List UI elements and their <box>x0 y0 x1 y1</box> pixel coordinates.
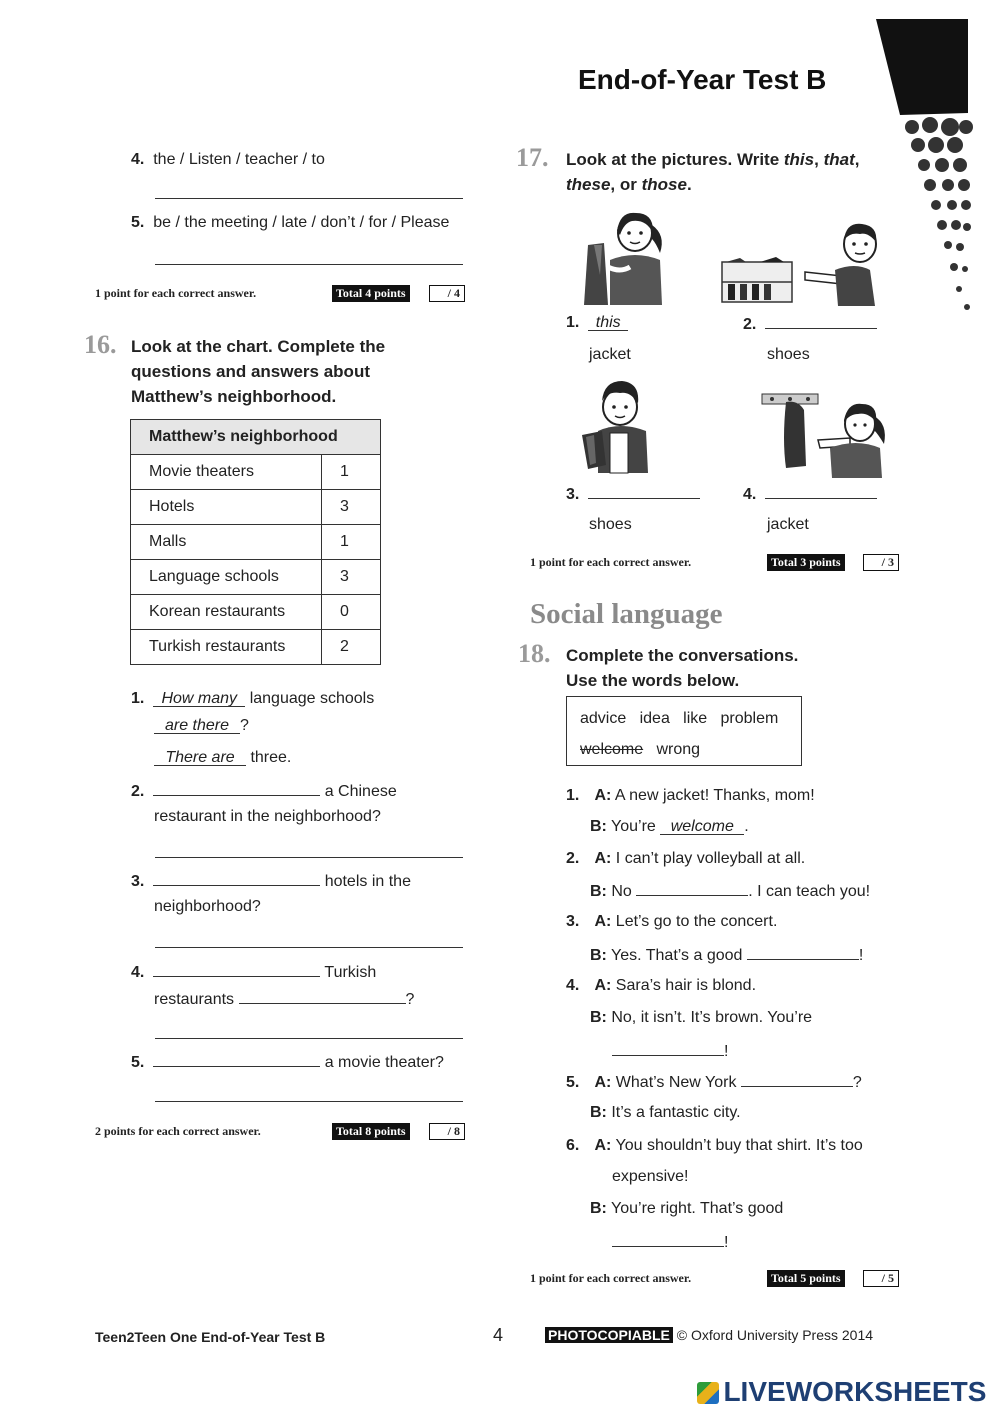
answer-field[interactable] <box>612 1041 724 1056</box>
answer-field[interactable] <box>741 1072 853 1087</box>
conversation-4-a <box>566 977 756 995</box>
item-number: 4. <box>743 486 757 503</box>
ex17-item-3 <box>566 484 700 504</box>
dialogue-text: Let’s go to the concert. <box>615 913 778 930</box>
item-number: 2. <box>743 316 757 333</box>
dialogue-text: I can’t play volleyball at all. <box>615 850 806 867</box>
speaker-label: B: <box>590 1200 607 1217</box>
watermark <box>697 1376 986 1408</box>
conversation-6-b-line2 <box>612 1232 728 1252</box>
answer-line[interactable] <box>155 264 463 265</box>
instruction-word: that <box>823 150 855 169</box>
ex16-question-2 <box>131 781 397 801</box>
speaker-label: B: <box>590 947 607 964</box>
total-points: Total 5 points <box>767 1270 845 1287</box>
watermark-text: LIVEWORKSHEETS <box>723 1376 987 1407</box>
count-cell: 3 <box>322 490 381 525</box>
score-box: / 5 <box>863 1270 899 1287</box>
dialogue-text: A new jacket! Thanks, mom! <box>614 787 815 804</box>
points-note: 1 point for each correct answer. <box>95 286 257 300</box>
place-cell: Korean restaurants <box>131 595 322 630</box>
item-number: 2. <box>131 783 145 800</box>
item-number: 3. <box>566 913 580 930</box>
instruction-text: , <box>814 150 824 169</box>
conversation-5-a <box>566 1072 862 1092</box>
dialogue-text: . I can teach you! <box>748 883 871 900</box>
liveworksheets-logo-icon <box>697 1382 719 1404</box>
word-bank-line: advice idea like problem <box>580 710 779 727</box>
item-prompt: be / the meeting / late / don’t / for / Please <box>153 214 450 231</box>
question-text: Turkish <box>324 964 377 981</box>
footer-title: Teen2Teen One End-of-Year Test B <box>95 1329 326 1345</box>
instruction-word: those <box>641 175 687 194</box>
conversation-4-b-line2 <box>612 1041 728 1061</box>
instruction-line: Use the words below. <box>566 671 740 690</box>
item-prompt: the / Listen / teacher / to <box>153 151 325 168</box>
points-note: 1 point for each correct answer. <box>530 555 692 569</box>
answer-field[interactable] <box>765 484 877 499</box>
conversation-2-a <box>566 850 805 868</box>
item-number: 6. <box>566 1137 580 1154</box>
count-cell: 2 <box>322 630 381 665</box>
answer-field[interactable] <box>765 314 877 329</box>
chart-title: Matthew’s neighborhood <box>131 420 381 455</box>
answer-line[interactable] <box>155 857 463 858</box>
dialogue-text: ! <box>724 1043 729 1060</box>
item-noun: shoes <box>589 516 632 533</box>
instruction-line: questions and answers about <box>131 362 370 381</box>
dialogue-text: You’re right. That’s good <box>611 1200 784 1217</box>
item-noun: jacket <box>767 516 809 533</box>
table-row <box>131 595 381 630</box>
total-points: Total 8 points <box>332 1123 410 1140</box>
answer-line[interactable] <box>155 1038 463 1039</box>
question-text: ? <box>405 991 415 1008</box>
dialogue-text: No <box>611 883 632 900</box>
exercise-instruction <box>566 643 798 693</box>
speaker-label: A: <box>594 1137 612 1154</box>
item-number: 4. <box>566 977 580 994</box>
instruction-line: Complete the conversations. <box>566 646 799 665</box>
ex15-item-4 <box>131 151 325 169</box>
answer-field[interactable] <box>153 781 320 796</box>
answer-field[interactable] <box>747 945 859 960</box>
speaker-label: A: <box>594 977 612 994</box>
instruction-line: Look at the chart. Complete the <box>131 337 386 356</box>
conversation-2-b <box>590 881 870 901</box>
count-cell: 1 <box>322 525 381 560</box>
answer-text: three. <box>250 749 292 766</box>
conversation-5-b <box>590 1104 741 1122</box>
dialogue-text: You’re <box>611 818 656 835</box>
answer-field[interactable] <box>612 1232 724 1247</box>
count-cell: 1 <box>322 455 381 490</box>
dialogue-text: ! <box>724 1234 729 1251</box>
dialogue-text: No, it isn’t. It’s brown. You’re <box>611 1009 813 1026</box>
answer-field[interactable] <box>153 1052 320 1067</box>
instruction-text: , <box>854 150 860 169</box>
points-note: 2 points for each correct answer. <box>95 1124 261 1138</box>
speaker-label: B: <box>590 1009 607 1026</box>
table-row <box>131 525 381 560</box>
ex16-question-1 <box>131 690 374 708</box>
total-points: Total 3 points <box>767 554 845 571</box>
exercise-number: 17. <box>516 143 549 172</box>
table-row <box>131 490 381 525</box>
conversation-1-b <box>590 818 749 836</box>
answer-field[interactable]: are there <box>154 717 240 735</box>
score-box: / 3 <box>863 554 899 571</box>
instruction-text: . <box>686 175 692 194</box>
answer-field[interactable] <box>636 881 748 896</box>
photocopiable-badge: PHOTOCOPIABLE <box>545 1327 673 1343</box>
item-number: 3. <box>566 486 580 503</box>
picture-girl-holding-jacket <box>580 205 675 310</box>
picture-boy-pointing-shoes <box>720 220 885 308</box>
instruction-word: this <box>783 150 815 169</box>
dialogue-text: . <box>744 818 749 835</box>
count-cell: 0 <box>322 595 381 630</box>
conversation-6-b <box>590 1200 783 1218</box>
exercise-instruction <box>566 147 896 197</box>
answer-field[interactable] <box>153 962 320 977</box>
answer-field[interactable] <box>153 871 320 886</box>
answer-line[interactable] <box>155 947 463 948</box>
item-number: 5. <box>131 1054 145 1071</box>
speaker-label: A: <box>594 850 612 867</box>
footer-right <box>545 1327 873 1343</box>
page-number: 4 <box>493 1325 504 1345</box>
answer-field[interactable] <box>588 484 700 499</box>
picture-girl-pointing-jacket <box>760 390 890 480</box>
item-number: 1. <box>566 787 580 804</box>
speaker-label: A: <box>594 787 612 804</box>
answer-line[interactable] <box>155 1101 463 1102</box>
ex16-question-4 <box>131 962 376 982</box>
dialogue-text: You shouldn’t buy that shirt. It’s too <box>615 1137 863 1154</box>
conversation-3-a <box>566 913 777 931</box>
question-text: hotels in the <box>324 873 411 890</box>
page-title: End-of-Year Test B <box>578 64 827 95</box>
place-cell: Language schools <box>131 560 322 595</box>
section-heading: Social language <box>530 598 723 630</box>
dialogue-text: ? <box>852 1074 862 1091</box>
dialogue-text: expensive! <box>612 1168 689 1185</box>
ex16-question-4-line2 <box>154 989 414 1009</box>
question-text: a movie theater? <box>324 1054 444 1071</box>
place-cell: Malls <box>131 525 322 560</box>
table-row <box>131 630 381 665</box>
dialogue-text: It’s a fantastic city. <box>611 1104 741 1121</box>
dialogue-text: ! <box>858 947 864 964</box>
conversation-6-a <box>566 1137 863 1155</box>
dialogue-text: What’s New York <box>615 1074 737 1091</box>
item-number: 4. <box>131 151 145 168</box>
instruction-text: Look at the pictures. Write <box>566 150 784 169</box>
answer-field[interactable]: this <box>588 314 628 332</box>
question-text: a Chinese <box>324 783 397 800</box>
ex15-item-5 <box>131 214 449 232</box>
count-cell: 3 <box>322 560 381 595</box>
ex17-item-2 <box>743 314 877 334</box>
total-points: Total 4 points <box>332 285 410 302</box>
item-number: 1. <box>566 314 580 331</box>
answer-field[interactable] <box>239 989 406 1004</box>
word-bank-used-word: welcome <box>580 741 644 758</box>
conversation-4-b <box>590 1009 812 1027</box>
place-cell: Turkish restaurants <box>131 630 322 665</box>
ex16-answer-1 <box>154 749 291 767</box>
conversation-3-b <box>590 945 863 965</box>
question-text: restaurants <box>154 991 235 1008</box>
exercise-number: 16. <box>84 330 117 359</box>
speaker-label: B: <box>590 1104 607 1121</box>
instruction-text: , or <box>610 175 642 194</box>
place-cell: Movie theaters <box>131 455 322 490</box>
question-text: neighborhood? <box>154 898 261 915</box>
answer-field[interactable]: How many <box>153 690 245 708</box>
question-text: restaurant in the neighborhood? <box>154 808 381 825</box>
item-number: 2. <box>566 850 580 867</box>
ex16-question-1-line2 <box>154 717 249 735</box>
neighborhood-chart <box>130 419 381 665</box>
item-number: 5. <box>131 214 145 231</box>
speaker-label: B: <box>590 883 607 900</box>
word-bank <box>566 696 802 766</box>
speaker-label: A: <box>594 913 612 930</box>
answer-line[interactable] <box>155 198 463 199</box>
question-text: ? <box>240 717 249 734</box>
ex16-question-3 <box>131 871 411 891</box>
exercise-instruction <box>131 334 385 409</box>
item-noun: jacket <box>589 346 631 363</box>
speaker-label: B: <box>590 818 607 835</box>
question-text: language schools <box>249 690 375 707</box>
score-box: / 8 <box>429 1123 465 1140</box>
conversation-1-a <box>566 787 815 805</box>
instruction-line: Matthew’s neighborhood. <box>131 387 337 406</box>
dialogue-text: Yes. That’s a good <box>611 947 743 964</box>
answer-field[interactable]: There are <box>154 749 246 767</box>
score-box: / 4 <box>429 285 465 302</box>
item-number: 3. <box>131 873 145 890</box>
exercise-number: 18. <box>518 639 551 668</box>
item-number: 1. <box>131 690 145 707</box>
points-note: 1 point for each correct answer. <box>530 1271 692 1285</box>
ex17-item-1 <box>566 314 628 332</box>
item-number: 4. <box>131 964 145 981</box>
copyright-text: © Oxford University Press 2014 <box>676 1327 874 1343</box>
ex16-question-5 <box>131 1052 444 1072</box>
word-bank-word: wrong <box>656 741 701 758</box>
speaker-label: A: <box>594 1074 612 1091</box>
ex17-item-4 <box>743 484 877 504</box>
picture-boy-holding-shoes <box>580 375 655 475</box>
table-row <box>131 560 381 595</box>
answer-field[interactable]: welcome <box>660 818 744 836</box>
dialogue-text: Sara’s hair is blond. <box>615 977 757 994</box>
table-row <box>131 455 381 490</box>
item-noun: shoes <box>767 346 810 363</box>
item-number: 5. <box>566 1074 580 1091</box>
instruction-word: these <box>566 175 611 194</box>
place-cell: Hotels <box>131 490 322 525</box>
